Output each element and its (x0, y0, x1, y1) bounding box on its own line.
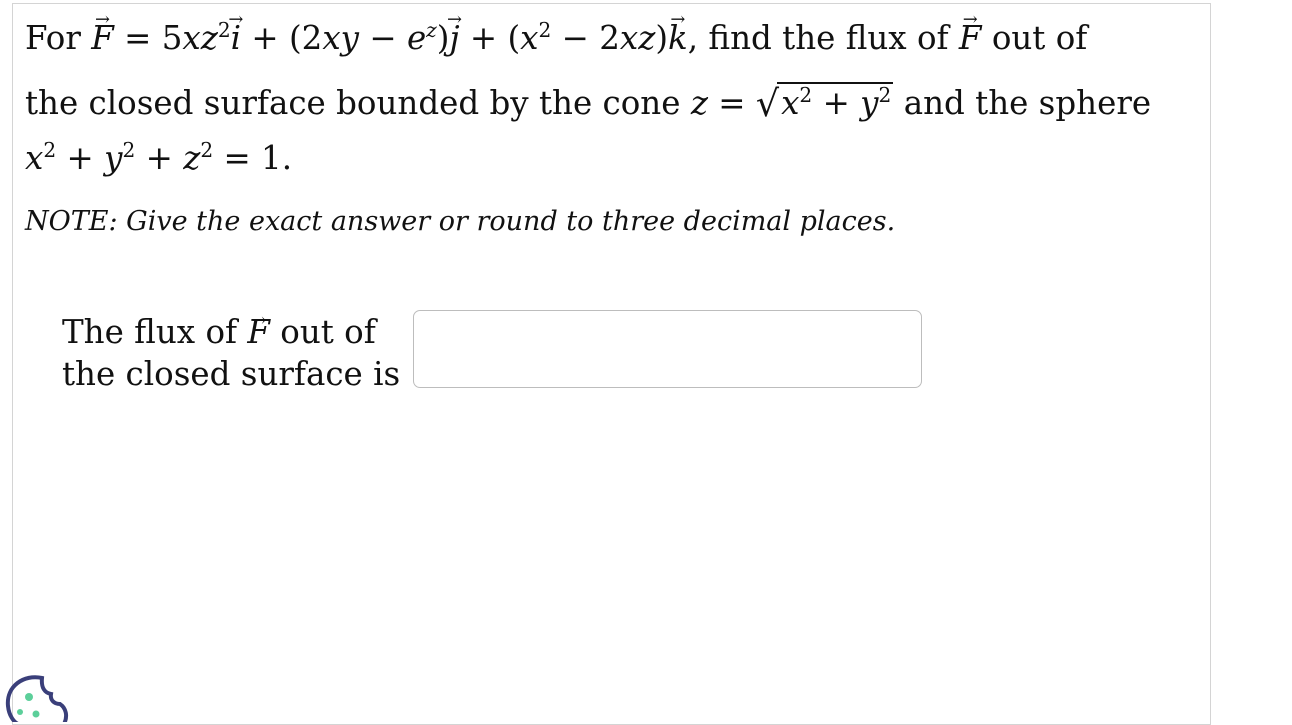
find-flux-clause: , find the flux of (687, 19, 949, 57)
vector-field-formula: = $5xz^2\to i + (2xy - e^z)\to j + (x^2 - 2xz)\to k$ (124, 19, 688, 57)
cone-equation: $z = √x^2 + y^2$ (690, 82, 892, 126)
flux-answer-input[interactable] (413, 310, 922, 388)
vector-F: → F (247, 311, 270, 353)
answer-label: The flux of → F out of the closed surface is (62, 311, 400, 395)
problem-statement-line-2 (25, 82, 1152, 126)
vector-F: → F (91, 22, 114, 55)
cookie-icon[interactable] (2, 672, 72, 722)
problem-statement-line-1 (25, 17, 1088, 57)
and-the-sphere: and the sphere (903, 84, 1152, 122)
problem-statement-line-3 (25, 137, 293, 177)
surface-description: the closed surface bounded by the cone (25, 84, 681, 122)
sphere-equation: $x^2 + y^2 + z^2 = 1$. (25, 137, 293, 177)
out-of-word: out of (991, 19, 1088, 57)
vector-F: → F (959, 22, 982, 55)
rounding-note: NOTE: Give the exact answer or round to three decimal places. (25, 206, 896, 237)
for-word: For (25, 19, 81, 57)
